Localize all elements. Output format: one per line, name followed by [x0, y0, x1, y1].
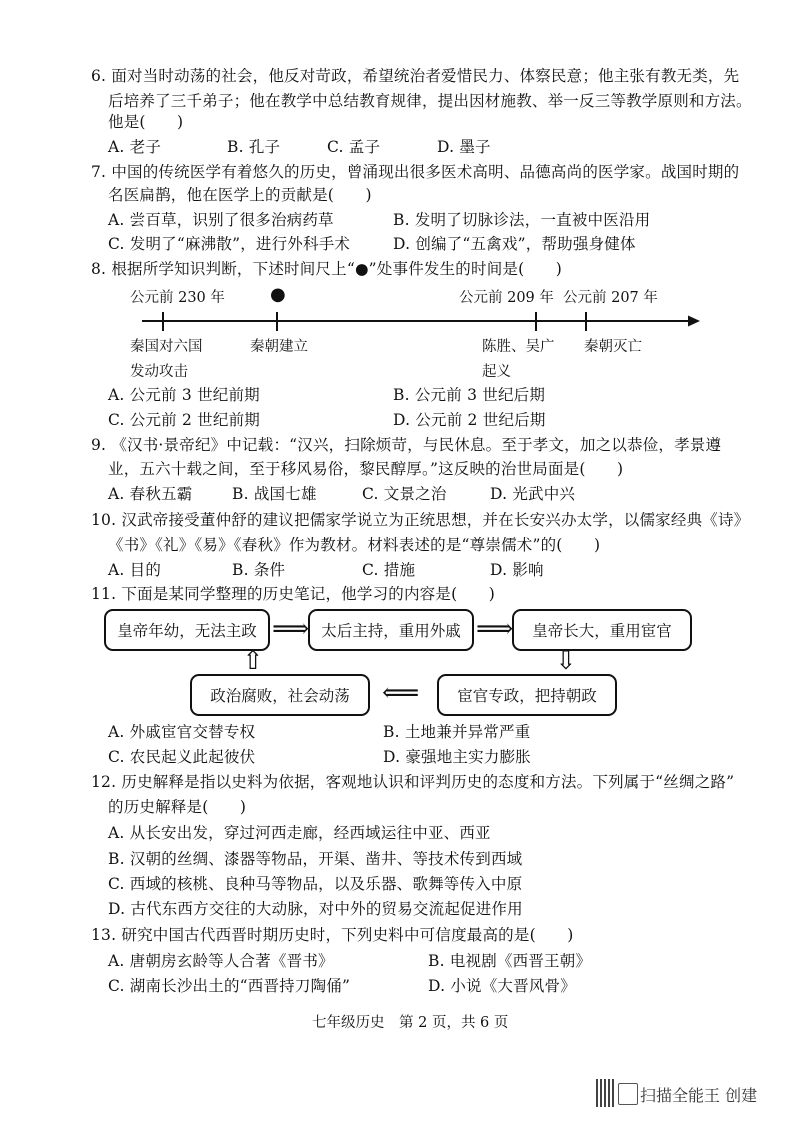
timeline-event-qin-attack-1: 秦国对六国 [130, 339, 203, 355]
q9-line-2: 业，五六十载之间，至于移风易俗，黎民醇厚。”这反映的治世局面是( ) [108, 460, 624, 478]
q11-option-c: C. 农民起义此起彼伏 [108, 748, 256, 766]
q9-option-c: C. 文景之治 [362, 485, 447, 503]
q8-option-c: C. 公元前 2 世纪前期 [108, 411, 260, 429]
q7-line-1: 7. 中国的传统医学有着悠久的历史，曾涌现出很多医术高明、品德高尚的医学家。战国时期的 [91, 163, 740, 181]
q7-option-b: B. 发明了切脉诊法，一直被中医沿用 [393, 211, 651, 229]
q13-line-1: 13. 研究中国古代西晋时期历史时，下列史料中可信度最高的是( ) [91, 926, 574, 944]
flow-arrow-left: ⟸ [382, 678, 420, 708]
q6-option-d: D. 墨子 [437, 138, 491, 156]
flow-arrow-up: ⇧ [242, 646, 264, 676]
q8-line-1: 8. 根据所学知识判断，下述时间尺上“●”处事件发生的时间是( ) [91, 260, 562, 278]
q9-option-a: A. 春秋五霸 [108, 485, 193, 503]
flow-box-empress-dowager: 太后主持，重用外戚 [308, 609, 474, 651]
timeline-event-qin-attack-2: 发动攻击 [130, 364, 188, 380]
q10-option-c: C. 措施 [362, 561, 416, 579]
q8-option-a: A. 公元前 3 世纪前期 [108, 386, 260, 404]
timeline-label-230bc: 公元前 230 年 [130, 290, 225, 306]
flow-box-corruption: 政治腐败，社会动荡 [190, 674, 370, 716]
timeline-dot-marker: ● [270, 284, 286, 305]
q12-line-2: 的历史解释是( ) [108, 798, 247, 816]
timeline-event-chen-wu-2: 起义 [482, 364, 511, 380]
timeline-event-qin-fall: 秦朝灭亡 [584, 339, 642, 355]
q11-option-b: B. 土地兼并异常严重 [383, 723, 531, 741]
q7-line-2: 名医扁鹊，他在医学上的贡献是( ) [108, 186, 372, 204]
q11-option-d: D. 豪强地主实力膨胀 [383, 748, 531, 766]
q6-line-2: 后培养了三千弟子；他在教学中总结教育规律，提出因材施教、举一反三等教学原则和方法。 [108, 92, 752, 110]
q6-line-1: 6. 面对当时动荡的社会，他反对苛政，希望统治者爱惜民力、体察民意；他主张有教无类，先 [91, 67, 740, 85]
timeline-event-qin-founded: 秦朝建立 [250, 339, 308, 355]
flow-box-emperor-grown: 皇帝长大，重用宦官 [512, 609, 692, 651]
flow-arrow-right-2: ⟹ [476, 614, 514, 644]
q10-line-1: 10. 汉武帝接受董仲舒的建议把儒家学说立为正统思想，并在长安兴办太学，以儒家经典《诗》 [91, 511, 750, 529]
q9-option-b: B. 战国七雄 [232, 485, 317, 503]
q13-option-c: C. 湖南长沙出土的“西晋持刀陶俑” [108, 977, 351, 995]
q12-option-c: C. 西域的核桃、良种马等物品，以及乐器、歌舞等传入中原 [108, 875, 523, 893]
q12-option-a: A. 从长安出发，穿过河西走廊，经西域运往中亚、西亚 [108, 824, 491, 842]
q10-option-d: D. 影响 [490, 561, 544, 579]
qr-code-icon [596, 1079, 616, 1107]
q6-line-3: 他是( ) [108, 113, 184, 131]
q6-option-c: C. 孟子 [327, 138, 381, 156]
q12-option-b: B. 汉朝的丝绸、漆器等物品，开渠、凿井、等技术传到西域 [108, 850, 523, 868]
q10-line-2: 《书》《礼》《易》《春秋》作为教材。材料表述的是“尊崇儒术”的( ) [108, 536, 601, 554]
q8-option-d: D. 公元前 2 世纪后期 [393, 411, 546, 429]
flow-arrow-right-1: ⟹ [272, 614, 310, 644]
timeline-arrowhead [688, 316, 700, 327]
q13-option-d: D. 小说《大晋风骨》 [428, 977, 576, 995]
q6-option-a: A. 老子 [108, 138, 162, 156]
q9-option-d: D. 光武中兴 [490, 485, 576, 503]
timeline-label-207bc: 公元前 207 年 [563, 290, 658, 306]
flow-arrow-down: ⇩ [555, 646, 577, 676]
q13-option-a: A. 唐朝房玄龄等人合著《晋书》 [108, 952, 334, 970]
scanner-watermark: 扫描全能王 创建 [640, 1086, 758, 1105]
page-footer: 七年级历史 第 2 页，共 6 页 [312, 1015, 509, 1031]
q11-line-1: 11. 下面是某同学整理的历史笔记，他学习的内容是( ) [91, 585, 495, 603]
q12-option-d: D. 古代东西方交往的大动脉，对中外的贸易交流起促进作用 [108, 900, 523, 918]
flow-box-eunuch-rule: 宦官专政，把持朝政 [437, 674, 617, 716]
q7-option-d: D. 创编了“五禽戏”，帮助强身健体 [393, 235, 636, 253]
q9-line-1: 9. 《汉书·景帝纪》中记载：“汉兴，扫除烦苛，与民休息。至于孝文，加之以恭俭，孝景遵 [91, 436, 722, 454]
q7-option-a: A. 尝百草，识别了很多治病药草 [108, 211, 334, 229]
q6-option-b: B. 孔子 [227, 138, 281, 156]
timeline-label-209bc: 公元前 209 年 [459, 290, 554, 306]
q8-option-b: B. 公元前 3 世纪后期 [393, 386, 546, 404]
timeline-event-chen-wu-1: 陈胜、吴广 [482, 339, 555, 355]
q10-option-b: B. 条件 [232, 561, 286, 579]
q7-option-c: C. 发明了“麻沸散”，进行外科手术 [108, 235, 351, 253]
q10-option-a: A. 目的 [108, 561, 162, 579]
scanner-logo-icon [618, 1083, 638, 1105]
q12-line-1: 12. 历史解释是指以史料为依据，客观地认识和评判历史的态度和方法。下列属于“丝绸之路” [91, 773, 735, 791]
q13-option-b: B. 电视剧《西晋王朝》 [428, 952, 592, 970]
q11-option-a: A. 外戚宦官交替专权 [108, 723, 256, 741]
flow-box-emperor-young: 皇帝年幼，无法主政 [104, 609, 270, 651]
